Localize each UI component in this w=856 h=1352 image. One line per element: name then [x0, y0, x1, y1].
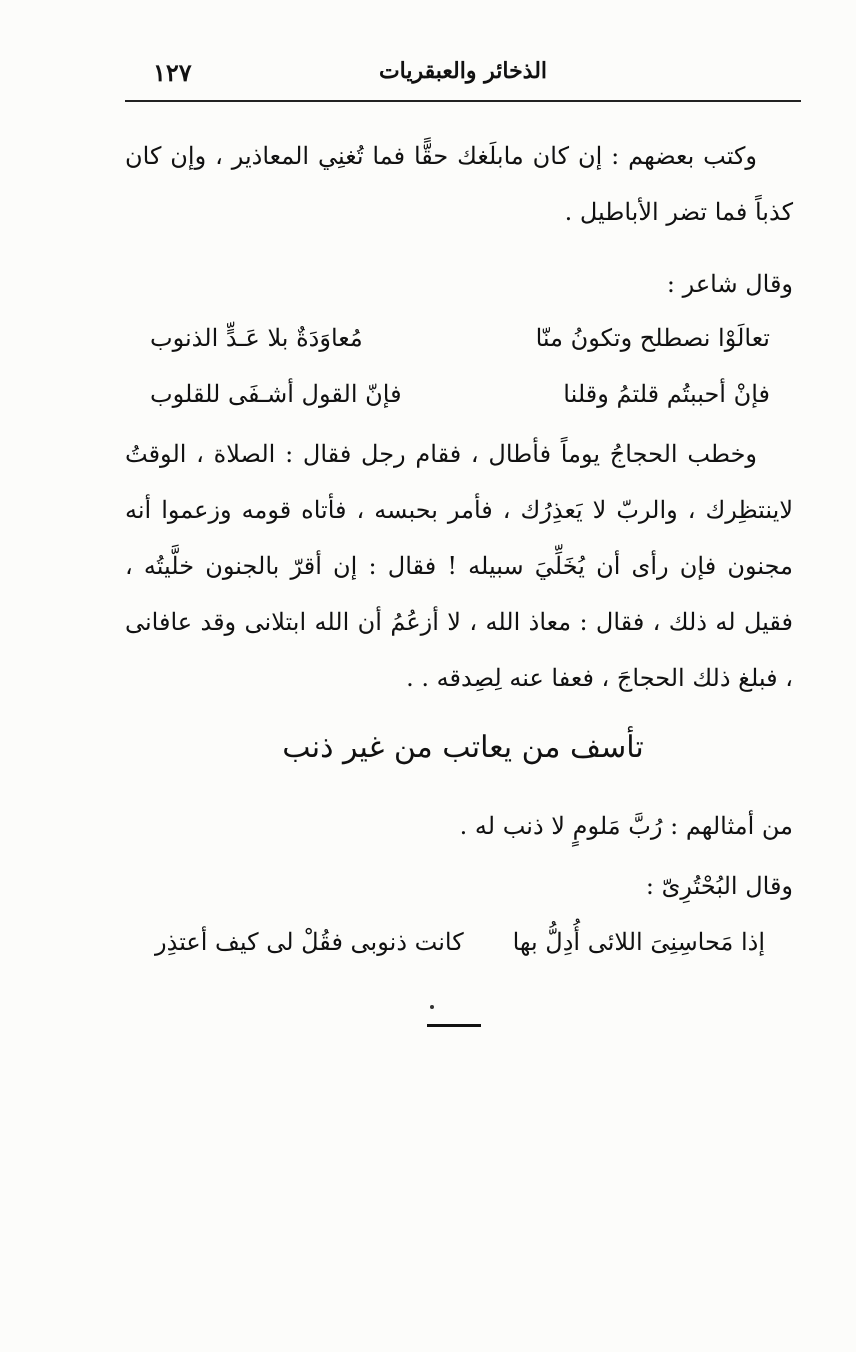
- paragraph-excuses: وكتب بعضهم : إن كان مابلَغك حقًّا فما تُغنِي المعاذير ، وإن كان كذباً فما تضر الأباطيل .: [125, 142, 793, 226]
- page-header: [125, 58, 801, 94]
- proverb-line: من أمثالهم : رُبَّ مَلومٍ لا ذنب له .: [459, 812, 793, 840]
- section-heading: تأسف من يعاتب من غير ذنب: [282, 730, 644, 765]
- verse-hemistich-first: إذا مَحاسِنِىَ اللائى أُدِلُّ بها: [512, 928, 765, 956]
- verse-hemistich-second: مُعاوَدَةٌ بلا عَـدٍّ الذنوب: [150, 324, 363, 352]
- end-rule: [427, 1024, 481, 1027]
- verse-hemistich-first: تعالَوْا نصطلح وتكونُ منّا: [535, 324, 770, 352]
- verse-line: [155, 914, 765, 970]
- verse-hemistich-second: كانت ذنوبى فقُلْ لى كيف أعتذِر: [155, 928, 464, 956]
- poet-intro: وقال شاعر :: [666, 270, 793, 298]
- buhturi-intro: وقال البُحْتُرِىّ :: [645, 872, 793, 900]
- verse-hemistich-first: فإنْ أحببتُم قلتمُ وقلنا: [563, 380, 770, 408]
- running-title: الذخائر والعبقريات: [378, 58, 548, 84]
- verse-hemistich-second: فإنّ القول أشـفَى للقلوب: [150, 380, 402, 408]
- end-ornament-dot: [430, 1005, 434, 1009]
- verse-line: [150, 310, 770, 366]
- page-number: ١٢٧: [153, 58, 192, 87]
- paragraph-hajjaj: وخطب الحجاجُ يوماً فأطال ، فقام رجل فقال : الصلاة ، الوقتُ لاينتظِرك ، والربّ لا يَعذِرُك ، فأمر بحبسه ، فأتاه قومه وزعموا أنه مجنون فإن رأى أن يُخَلِّيَ سبيله ! فقال : إن أقرّ بالجنون خلَّيتُه ، فقيل له ذلك ، فقال : معاذ الله ، لا أزعُمُ أن الله ابتلانى وقد عافانى ، فبلغ ذلك الحجاجَ ، فعفا عنه لِصِدقه . .: [125, 440, 793, 692]
- verse-line: [150, 366, 770, 422]
- header-rule: [125, 100, 801, 102]
